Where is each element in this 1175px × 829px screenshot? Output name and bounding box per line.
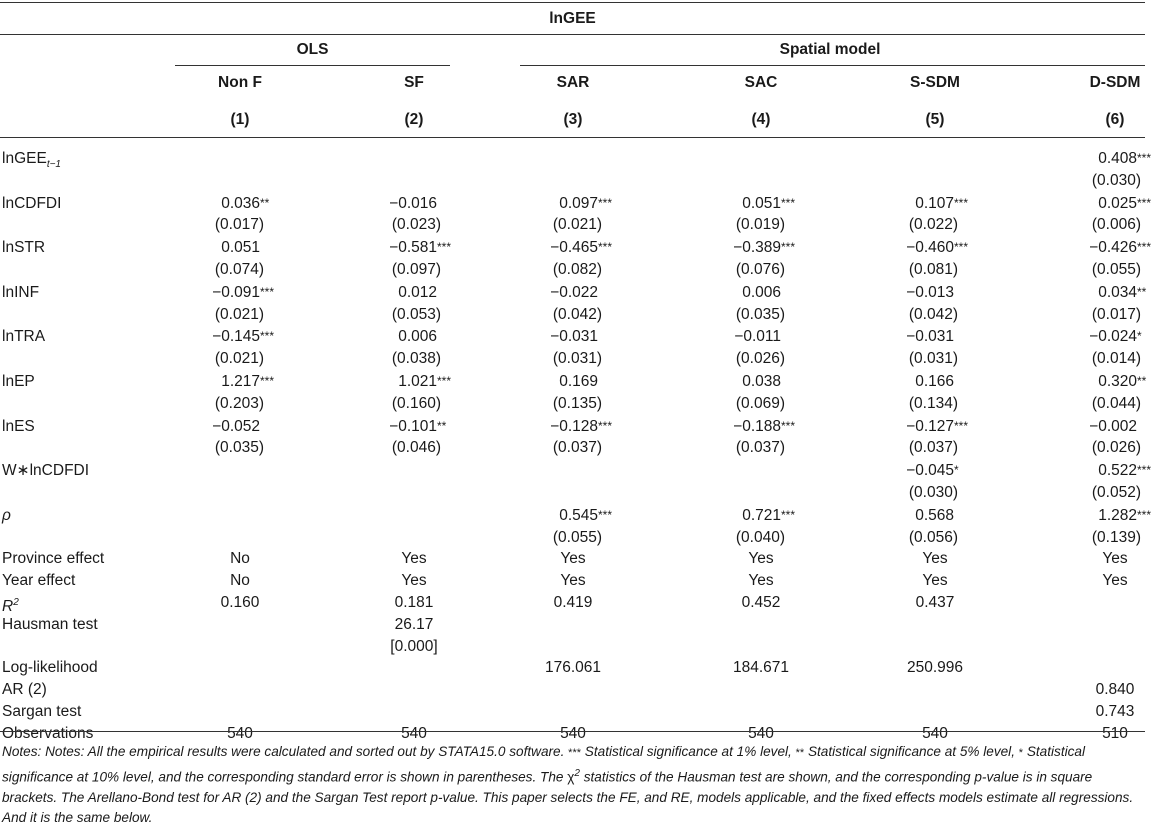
standard-error-cell: (0.030) [908,484,958,501]
coefficient-cell [559,371,620,392]
row-label-text: W∗lnCDFDI [2,462,90,480]
standard-error-cell: (0.135) [552,394,602,412]
subheader-rule [0,137,1145,138]
standard-error-cell: (0.069) [735,394,785,412]
coefficient-value: −0.460 [906,239,954,257]
significance-stars: *** [1137,507,1152,522]
standard-error-cell: (0.074) [214,261,264,278]
row-label [2,416,35,437]
coefficient-row [0,148,1152,171]
standard-error-cell: (0.160) [391,394,441,412]
notes-stars-1pct: *** [568,747,582,759]
statistics-value: Yes [401,550,427,568]
row-label-superscript: 2 [13,597,19,608]
coefficient-value: 0.025 [1098,194,1137,212]
standard-error-cell: (0.082) [552,261,602,278]
coefficient-value: 0.721 [742,506,781,524]
model-name-6: D-SDM [1089,74,1141,91]
statistics-row [0,679,1145,700]
standard-error-cell: (0.035) [735,305,785,323]
significance-stars: *** [437,240,452,255]
row-label [2,460,89,481]
standard-error-cell: (0.081) [908,261,958,278]
statistics-row [0,592,1145,616]
standard-error-cell: (0.037) [552,439,602,457]
standard-error-cell: (0.017) [1091,305,1141,323]
coefficient-cell [389,193,459,214]
row-label [2,614,98,635]
notes-chi-superscript: 2 [574,767,580,779]
coefficient-cell [1098,148,1159,170]
coefficient-value: 1.021 [398,373,437,390]
coefficient-value: −0.188 [733,417,781,435]
row-label-text: lnGEE [2,150,47,167]
statistics-value: 540 [227,724,253,742]
coefficient-value: 0.169 [559,373,598,390]
notes-stars-5pct: ** [795,747,805,759]
standard-error-cell: (0.037) [908,439,958,457]
row-label-text: Year effect [2,572,76,590]
coefficient-cell [906,237,976,259]
significance-stars: *** [598,418,613,433]
row-label [2,282,39,303]
coefficient-value: 0.166 [915,373,954,390]
row-label-text: AR (2) [2,681,47,699]
statistics-value: 540 [401,724,427,742]
coefficient-value: −0.465 [550,239,598,257]
significance-stars: *** [260,329,275,344]
coefficient-cell [212,416,282,437]
statistics-value: Yes [560,550,586,568]
coefficient-cell [221,193,282,215]
standard-error-cell: (0.006) [1091,216,1141,234]
coefficient-value: 0.006 [742,283,781,301]
notes-text: Statistical significance at 10% level, and the corresponding standard error is shown in parentheses. The [2,744,1085,785]
significance-stars: *** [954,418,969,433]
statistics-row [0,548,1145,569]
standard-error-cell: (0.044) [1091,394,1141,412]
standard-error-cell: (0.040) [735,528,785,546]
statistics-value: 540 [560,724,586,742]
standard-error-cell: (0.017) [214,216,264,234]
coefficient-cell [733,237,803,259]
standard-error-row [0,304,1145,325]
notes-stars-10pct: * [1018,747,1024,759]
standard-error-row [0,527,1145,548]
statistics-row [0,701,1145,722]
coefficient-cell [389,237,459,259]
coefficient-cell [398,326,459,347]
coefficient-cell [906,416,976,438]
dependent-variable-label: lnGEE [549,10,596,27]
statistics-row [0,570,1145,591]
coefficient-cell [906,460,976,482]
standard-error-row [0,348,1145,369]
row-label [2,326,45,347]
column-number-1: (1) [230,111,250,128]
coefficient-cell [221,371,282,393]
standard-error-row [0,393,1145,414]
coefficient-value: 0.408 [1098,150,1137,167]
row-label-text: lnCDFDI [2,194,62,212]
significance-stars: * [1137,329,1142,344]
standard-error-cell: (0.076) [735,261,785,278]
standard-error-cell: (0.021) [552,216,602,234]
significance-stars: *** [781,418,796,433]
statistics-row [0,614,1145,635]
coefficient-value: −0.581 [389,239,437,257]
standard-error-row [0,214,1145,235]
row-label [2,657,98,678]
notes-text: statistics of the Hausman test are shown, and the corresponding p-value is in square brackets. The Arellano-Bond test for AR (2) and the Sargan Test report p-value. This paper selects the FE, and RE, models applicable, and the fixed effects models estimate all regressions. And it is the same below. [2,769,1134,826]
column-number-6: (6) [1105,111,1125,128]
standard-error-cell: (0.052) [1091,484,1141,501]
statistics-value: 0.160 [220,594,260,611]
notes-text: Statistical significance at 1% level, [581,744,796,759]
row-label-subscript: t−1 [46,159,61,171]
significance-stars: *** [598,195,613,210]
row-label [2,371,35,392]
coefficient-cell [221,237,282,258]
coefficient-cell [212,326,282,348]
coefficient-value: 0.036 [221,194,260,212]
standard-error-row [0,259,1145,280]
standard-error-row [0,482,1145,503]
standard-error-cell: (0.046) [391,439,441,457]
coefficient-cell [550,326,620,347]
coefficient-value: −0.013 [906,283,954,301]
coefficient-value: −0.389 [733,239,781,257]
column-number-4: (4) [751,111,771,128]
statistics-value: Yes [1102,550,1128,568]
coefficient-value: −0.045 [906,462,954,480]
statistics-row [0,636,1145,657]
row-label-text: Log-likelihood [2,659,98,677]
statistics-value: Yes [922,550,948,568]
standard-error-cell: (0.037) [735,439,785,457]
coefficient-cell [559,193,620,215]
row-label-text: lnEP [2,373,35,390]
significance-stars: ** [1137,374,1147,388]
standard-error-cell: (0.031) [552,350,602,368]
statistics-row [0,723,1145,744]
standard-error-cell: (0.022) [908,216,958,234]
coefficient-cell [906,326,976,347]
standard-error-cell: (0.021) [214,305,264,323]
coefficient-value: −0.052 [212,417,260,435]
standard-error-cell: (0.031) [908,350,958,368]
standard-error-cell: (0.026) [1091,439,1141,457]
standard-error-cell: (0.042) [552,305,602,323]
statistics-value: 540 [922,724,948,742]
statistics-value: 0.452 [741,594,781,611]
coefficient-value: 0.545 [559,506,598,524]
coefficient-value: 0.006 [398,328,437,346]
statistics-value: Yes [922,572,948,590]
statistics-value: 0.419 [553,594,593,611]
coefficient-cell [1098,505,1159,527]
standard-error-cell: (0.014) [1091,350,1141,368]
coefficient-value: 0.012 [398,283,437,301]
statistics-value: 0.743 [1095,703,1135,720]
standard-error-cell: (0.203) [214,394,264,412]
header-rule [0,34,1145,35]
coefficient-value: −0.002 [1089,417,1137,435]
row-label-text: Hausman test [2,615,98,633]
significance-stars: * [954,463,959,478]
coefficient-cell [915,193,976,215]
coefficient-cell [742,282,803,303]
row-label-text: Observations [2,724,94,742]
standard-error-cell: (0.023) [391,216,441,234]
significance-stars: *** [1137,240,1152,255]
row-label [2,548,104,569]
group-rule-spatial [520,65,1145,66]
significance-stars: *** [1137,463,1152,478]
statistics-value: Yes [560,572,586,590]
significance-stars: *** [954,195,969,210]
significance-stars: *** [598,240,613,255]
statistics-value: 250.996 [906,659,964,677]
significance-stars: *** [1137,151,1152,165]
standard-error-cell: (0.134) [908,394,958,412]
statistics-row [0,657,1145,678]
coefficient-row [0,505,1152,526]
coefficient-cell [742,193,803,215]
coefficient-cell [1089,237,1159,259]
standard-error-cell: (0.019) [735,216,785,234]
coefficient-row [0,282,1145,303]
coefficient-cell [742,505,803,527]
row-label-text: lnINF [2,283,40,301]
standard-error-cell: (0.042) [908,305,958,323]
coefficient-cell [1098,193,1159,215]
row-label-text: ρ [2,506,11,524]
coefficient-cell [398,282,459,303]
coefficient-value: 0.034 [1098,283,1137,301]
coefficient-cell [733,416,803,438]
dependent-variable-header [0,8,1145,30]
coefficient-value: 0.038 [742,373,781,390]
table-notes [2,742,1142,829]
coefficient-value: 0.051 [221,239,260,257]
significance-stars: ** [437,418,447,433]
standard-error-cell: (0.053) [391,305,441,323]
coefficient-cell [1098,371,1159,393]
significance-stars: *** [260,374,275,388]
row-label [2,679,47,700]
coefficient-cell [550,416,620,438]
standard-error-cell: (0.055) [1091,261,1141,278]
coefficient-cell [742,371,803,392]
coefficient-row [0,416,1145,437]
coefficient-row [0,193,1152,214]
significance-stars: *** [781,195,796,210]
row-label [2,193,61,214]
group-label-spatial: Spatial model [779,41,881,58]
statistics-value: 184.671 [732,659,790,677]
row-label [2,505,11,526]
coefficient-row [0,460,1152,481]
notes-chi-symbol: χ [567,769,575,785]
model-name-3: SAR [556,74,590,91]
coefficient-cell [915,371,976,392]
coefficient-cell [1098,282,1159,304]
coefficient-cell [559,505,620,527]
significance-stars: *** [781,240,796,255]
notes-text: Notes: Notes: All the empirical results were calculated and sorted out by STATA15.0 software. [2,744,569,759]
statistics-value: 0.840 [1095,681,1135,699]
coefficient-value: 1.217 [221,373,260,390]
statistics-value: 0.181 [394,594,434,611]
coefficient-value: 0.107 [915,194,954,212]
table-top-rule [0,2,1145,3]
coefficient-cell [915,505,976,526]
coefficient-value: 0.568 [915,506,954,524]
statistics-value: Yes [1102,572,1128,590]
statistics-value: Yes [748,550,774,568]
statistics-value: 510 [1102,724,1128,742]
row-label-text: lnES [2,417,35,435]
coefficient-value: 1.282 [1098,506,1137,524]
statistics-value: 540 [748,724,774,742]
significance-stars: ** [1137,284,1147,299]
significance-stars: *** [437,374,452,388]
statistics-value: No [230,572,250,590]
coefficient-value: −0.128 [550,417,598,435]
row-label-text: R [2,598,14,616]
coefficient-cell [550,282,620,303]
row-label [2,723,93,744]
coefficient-value: 0.051 [742,194,781,212]
standard-error-cell: (0.021) [214,350,264,368]
statistics-value: [0.000] [390,637,438,655]
column-number-5: (5) [925,111,945,128]
coefficient-cell [1089,326,1159,348]
coefficient-value: −0.426 [1089,239,1137,257]
coefficient-value: −0.022 [550,283,598,301]
significance-stars: *** [598,507,613,522]
standard-error-cell: (0.026) [735,350,785,368]
standard-error-cell: (0.097) [391,261,441,278]
coefficient-value: 0.097 [559,194,598,212]
statistics-value: Yes [401,572,427,590]
standard-error-cell: (0.038) [391,350,441,368]
standard-error-row [0,170,1145,191]
coefficient-cell [389,416,459,438]
coefficient-value: −0.031 [906,328,954,346]
coefficient-value: −0.016 [389,194,437,212]
statistics-value: Yes [748,572,774,590]
coefficient-cell [398,371,459,393]
statistics-value: 0.437 [915,594,955,611]
model-name-4: SAC [744,74,778,91]
coefficient-cell [550,237,620,259]
row-label [2,701,81,722]
row-label-text: lnTRA [2,328,46,346]
coefficient-row [0,326,1145,347]
table-bottom-rule [0,731,1145,732]
notes-text: Statistical significance at 5% level, [804,744,1019,759]
row-label [2,570,75,591]
statistics-value: No [230,550,250,568]
coefficient-value: −0.101 [389,417,437,435]
coefficient-row [0,237,1152,258]
coefficient-value: −0.127 [906,417,954,435]
standard-error-cell: (0.035) [214,439,264,457]
model-name-2: SF [404,74,424,91]
coefficient-value: 0.320 [1098,373,1137,390]
significance-stars: ** [260,195,270,210]
significance-stars: *** [1137,195,1152,210]
standard-error-cell: (0.055) [552,528,602,546]
coefficient-value: −0.091 [212,283,260,301]
model-name-5: S-SDM [910,74,960,91]
model-name-1: Non F [218,74,262,91]
coefficient-cell [212,282,282,304]
statistics-value: 26.17 [394,615,434,633]
column-number-2: (2) [404,111,424,128]
coefficient-cell [734,326,803,347]
coefficient-value: −0.024 [1089,328,1137,346]
significance-stars: *** [781,507,796,522]
coefficient-value: −0.011 [734,328,781,346]
standard-error-cell: (0.030) [1091,171,1141,189]
coefficient-value: −0.031 [550,328,598,346]
significance-stars: *** [954,240,969,255]
column-number-3: (3) [563,111,583,128]
coefficient-value: −0.145 [212,328,260,346]
coefficient-cell [1098,460,1159,482]
significance-stars: *** [260,284,275,299]
group-label-ols: OLS [296,41,329,58]
coefficient-value: 0.522 [1098,462,1137,480]
coefficient-cell [906,282,976,303]
row-label [2,237,45,258]
row-label-text: lnSTR [2,239,46,257]
coefficient-row [0,371,1145,392]
group-rule-ols [175,65,450,66]
standard-error-cell: (0.056) [908,528,958,546]
row-label-text: Sargan test [2,703,82,720]
row-label-text: Province effect [2,550,105,568]
standard-error-cell: (0.139) [1091,528,1141,546]
coefficient-cell [1089,416,1159,437]
statistics-value: 176.061 [544,659,602,677]
standard-error-row [0,437,1145,458]
